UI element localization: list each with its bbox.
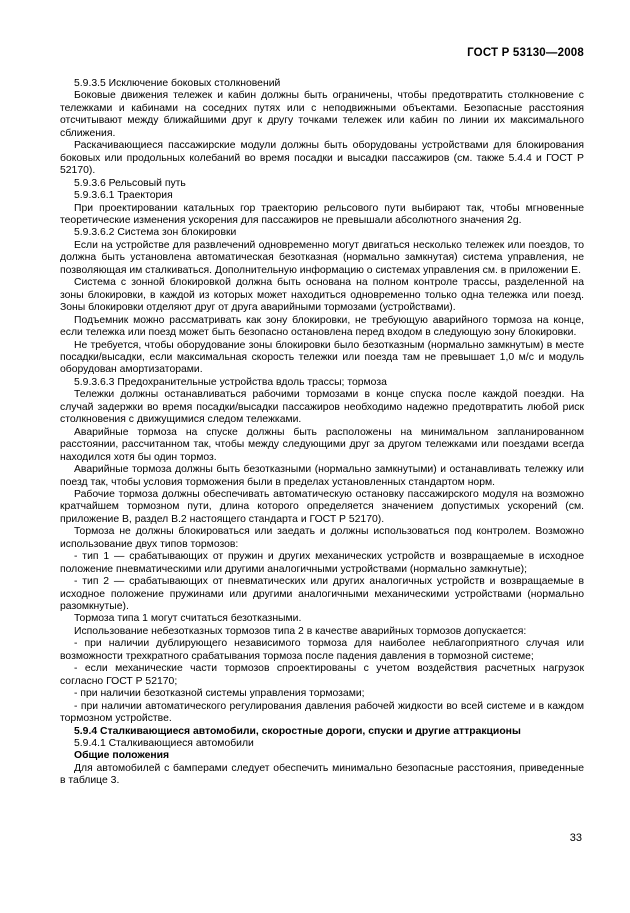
body-paragraph: Тележки должны останавливаться рабочими тормозами в конце спуска после каждой поездки. На случай задержки во время посадки/высадки пассажиров необходимо надежно предотвратить любой риск столкновения с движущимися следом тележками.: [60, 389, 584, 426]
body-paragraph: Использование небезотказных тормозов типа 2 в качестве аварийных тормозов допускается:: [74, 625, 527, 637]
clause-heading: 5.9.3.6.3 Предохранительные устройства вдоль трассы; тормоза: [74, 376, 387, 388]
list-item: - если механические части тормозов спроектированы с учетом воздействия расчетных нагрузок согласно ГОСТ Р 52170;: [60, 663, 584, 687]
body-paragraph: Если на устройстве для развлечений одновременно могут двигаться несколько тележек или поездов, то должна быть установлена автоматическая безотказная (нормально замкнутая) система управления, не позволяющая им сталкиваться. Дополнительную информацию о системах управления см. в приложении Е.: [60, 239, 584, 276]
body-paragraph: Раскачивающиеся пассажирские модули должны быть оборудованы устройствами для блокирования боковых или продольных колебаний во время посадки и высадки пассажиров (см. также 5.4.4 и ГОСТ Р 52170).: [60, 140, 584, 177]
body-paragraph: Тормоза типа 1 могут считаться безотказными.: [74, 613, 302, 625]
list-item: - при наличии дублирующего независимого тормоза для наиболее неблагоприятного случая или возможности трехкратного срабатывания тормоза после падения давления в тормозной системе;: [60, 638, 584, 662]
list-item: - тип 2 — срабатывающих от пневматических или других аналогичных устройств и возвращаемые в исходное положение пружинами или другими аналогичными механическими устройствами (нормально разомкнутые).: [60, 576, 584, 613]
clause-heading: 5.9.3.5 Исключение боковых столкновений: [74, 78, 281, 89]
clause-heading: 5.9.3.6.1 Траектория: [74, 190, 173, 202]
clause-heading: 5.9.3.6 Рельсовый путь: [74, 177, 186, 189]
section-heading: 5.9.4 Сталкивающиеся автомобили, скоростные дороги, спуски и другие аттракционы: [74, 725, 521, 737]
body-paragraph: Для автомобилей с бамперами следует обеспечить минимально безопасные расстояния, приведенные в таблице 3.: [60, 762, 584, 787]
body-paragraph: Система с зонной блокировкой должна быть основана на полном контроле трассы, разделенной на зоны блокировки, в каждой из которых может находиться одновременно только одна тележка или поезд. Зоны блокировки отделяют друг от друга аварийными тормозами (устройствами).: [60, 277, 584, 314]
body-paragraph: Не требуется, чтобы оборудование зоны блокировки было безотказным (нормально замкнутым) в месте посадки/высадки, если максимальная скорость тележки или поезда там не превышает 1,0 м/с и модуль оборудован амортизаторами.: [60, 339, 584, 376]
body-paragraph: Аварийные тормоза на спуске должны быть расположены на минимальном запланированном расстоянии, рассчитанном так, чтобы между следующими друг за другом тележками или поездами всегда находился хотя бы один тормоз.: [60, 426, 584, 463]
body-paragraph: Рабочие тормоза должны обеспечивать автоматическую остановку пассажирского модуля на возможно кратчайшем тормозном пути, длина которого определяется значением допустимых ускорений (см. приложение В, раздел В.2 настоящего стандарта и ГОСТ Р 52170).: [60, 488, 584, 525]
body-paragraph: Боковые движения тележек и кабин должны быть ограничены, чтобы предотвратить столкновение с тележками и кабинами на соседних путях или с неподвижными объектами. Безопасные расстояния отсчитывают между ближайшими друг к другу точками тележек или кабин по линии их максимального сближения.: [60, 90, 584, 139]
body-paragraph: Тормоза не должны блокироваться или заедать и должны использоваться под контролем. Возможно использование двух типов тормозов:: [60, 526, 584, 550]
subsection-heading: Общие положения: [74, 750, 170, 762]
page-body: [60, 78, 584, 788]
body-paragraph: При проектировании катальных гор траекторию рельсового пути выбирают так, чтобы мгновенные теоретические изменения ускорения для пассажиров не превышали абсолютного значения 2g.: [60, 202, 584, 226]
clause-heading: 5.9.4.1 Сталкивающиеся автомобили: [74, 738, 254, 750]
list-item: - при наличии безотказной системы управления тормозами;: [74, 688, 365, 700]
list-item: - тип 1 — срабатывающих от пружин и других механических устройств и возвращаемые в исходное положение пневматическими или другими аналогичными устройствами (нормально замкнутые);: [60, 551, 584, 575]
standard-code-header: ГОСТ Р 53130—2008: [467, 47, 584, 59]
list-item: - при наличии автоматического регулирования давления рабочей жидкости во всей системе и в каждом тормозном устройстве.: [60, 700, 584, 725]
clause-heading: 5.9.3.6.2 Система зон блокировки: [74, 227, 237, 239]
body-paragraph: Аварийные тормоза должны быть безотказными (нормально замкнутыми) и останавливать тележку или поезд так, чтобы условия торможения были в пределах установленных стандартом норм.: [60, 464, 584, 488]
body-paragraph: Подъемник можно рассматривать как зону блокировки, не требующую аварийного тормоза на конце, если тележка или поезд может быть безопасно остановлена перед входом в следующую зону блокировки.: [60, 314, 584, 339]
page-number: 33: [569, 832, 582, 844]
